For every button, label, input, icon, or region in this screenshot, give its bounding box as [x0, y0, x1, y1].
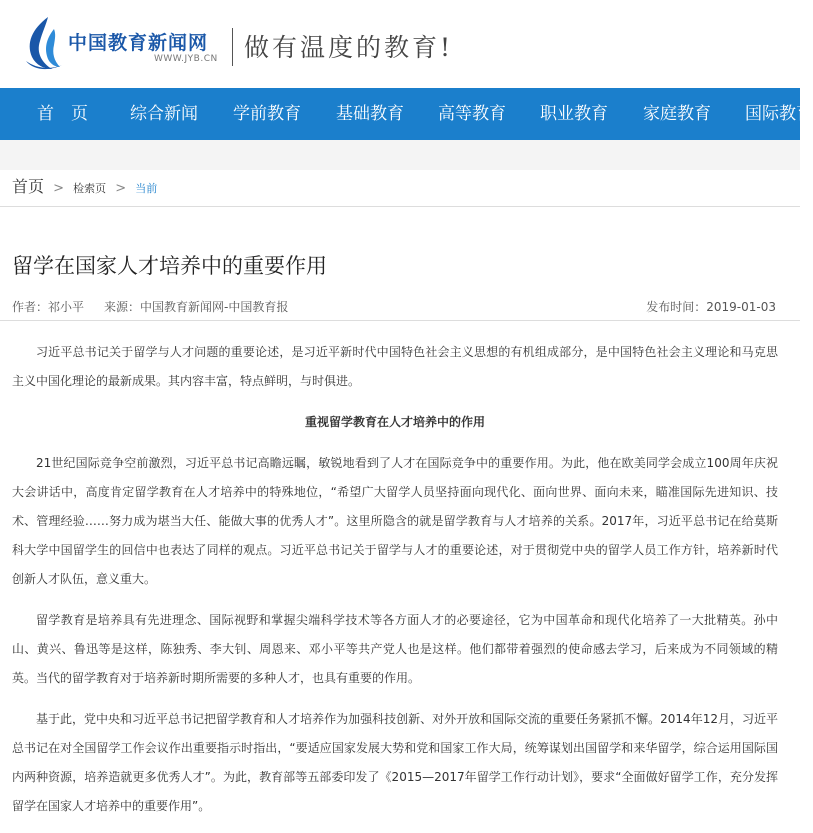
breadcrumb — [12, 176, 157, 198]
breadcrumb-separator: > — [115, 181, 127, 196]
site-slogan: 做有温度的教育! — [244, 33, 454, 62]
breadcrumb-search[interactable]: 检索页 — [73, 182, 107, 195]
nav-higher-education[interactable]: 高等教育 — [438, 104, 506, 124]
date-value: 2019-01-03 — [706, 300, 776, 314]
flame-logo-icon[interactable] — [22, 15, 64, 71]
author-name: 祁小平 — [48, 300, 85, 314]
article-meta — [12, 298, 288, 315]
nav-basic-education[interactable]: 基础教育 — [336, 104, 404, 124]
date-label: 发布时间： — [646, 300, 707, 314]
article-paragraph: 基于此，党中央和习近平总书记把留学教育和人才培养作为加强科技创新、对外开放和国际交流的重要任务紧抓不懈。2014年12月，习近平总书记在对全国留学工作会议作出重要指示时指出，“要适应国家发展大势和党和国家工作大局，统筹谋划出国留学和来华留学，综合运用国际国内两种资源，培养造就更多优秀人才”。为此，教育部等五部委印发了《2015—2017年留学工作行动计划》，要求“全面做好留学工作，充分发挥留学在国家人才培养中的重要作用”。 — [12, 712, 778, 813]
article-title: 留学在国家人才培养中的重要作用 — [12, 254, 327, 278]
site-url: WWW.JYB.CN — [154, 54, 218, 64]
logo-divider — [232, 28, 233, 66]
site-header — [0, 0, 800, 88]
source-label: 来源： — [104, 300, 141, 314]
article-intro: 习近平总书记关于留学与人才问题的重要论述，是习近平新时代中国特色社会主义思想的有机组成部分，是中国特色社会主义理论和马克思主义中国化理论的最新成果。其内容丰富，特点鲜明，与时俱进。 — [12, 345, 778, 388]
nav-home[interactable]: 首 页 — [37, 104, 88, 124]
nav-international[interactable]: 国际教育 — [745, 104, 813, 124]
breadcrumb-home[interactable]: 首页 — [12, 177, 45, 196]
article-subheading: 重视留学教育在人才培养中的作用 — [304, 415, 485, 429]
nav-subbar — [0, 140, 800, 170]
article-paragraph: 留学教育是培养具有先进理念、国际视野和掌握尖端科学技术等各方面人才的必要途径，它为中国革命和现代化培养了一大批精英。孙中山、黄兴、鲁迅等是这样，陈独秀、李大钊、周恩来、邓小平等共产党人也是这样。他们都带着强烈的使命感去学习，后来成为不同领域的精英。当代的留学教育对于培养新时期所需要的多种人才，也具有重要的作用。 — [12, 613, 778, 685]
main-nav — [0, 88, 813, 140]
source-name: 中国教育新闻网-中国教育报 — [140, 300, 289, 314]
breadcrumb-current: 当前 — [135, 182, 158, 195]
nav-vocational[interactable]: 职业教育 — [540, 104, 608, 124]
nav-general-news[interactable]: 综合新闻 — [130, 104, 198, 124]
article-paragraph: 21世纪国际竞争空前激烈，习近平总书记高瞻远瞩，敏锐地看到了人才在国际竞争中的重要作用。为此，他在欧美同学会成立100周年庆祝大会讲话中，高度肯定留学教育在人才培养中的特殊地位，“希望广大留学人员坚持面向现代化、面向世界、面向未来，瞄准国际先进知识、技术、管理经验……努力成为堪当大任、能做大事的优秀人才”。这里所隐含的就是留学教育与人才培养的关系。2017年，习近平总书记在给莫斯科大学中国留学生的回信中也表达了同样的观点。习近平总书记关于留学与人才的重要论述，对于贯彻党中央的留学人员工作方针，培养新时代创新人才队伍，意义重大。 — [12, 456, 778, 586]
nav-preschool[interactable]: 学前教育 — [233, 104, 301, 124]
divider — [0, 206, 800, 207]
author-label: 作者： — [12, 300, 49, 314]
article-body — [12, 338, 778, 833]
nav-family[interactable]: 家庭教育 — [643, 104, 711, 124]
publish-date — [646, 298, 776, 315]
divider — [0, 320, 800, 321]
site-name[interactable]: 中国教育新闻网 — [68, 32, 209, 54]
breadcrumb-separator: > — [53, 181, 65, 196]
